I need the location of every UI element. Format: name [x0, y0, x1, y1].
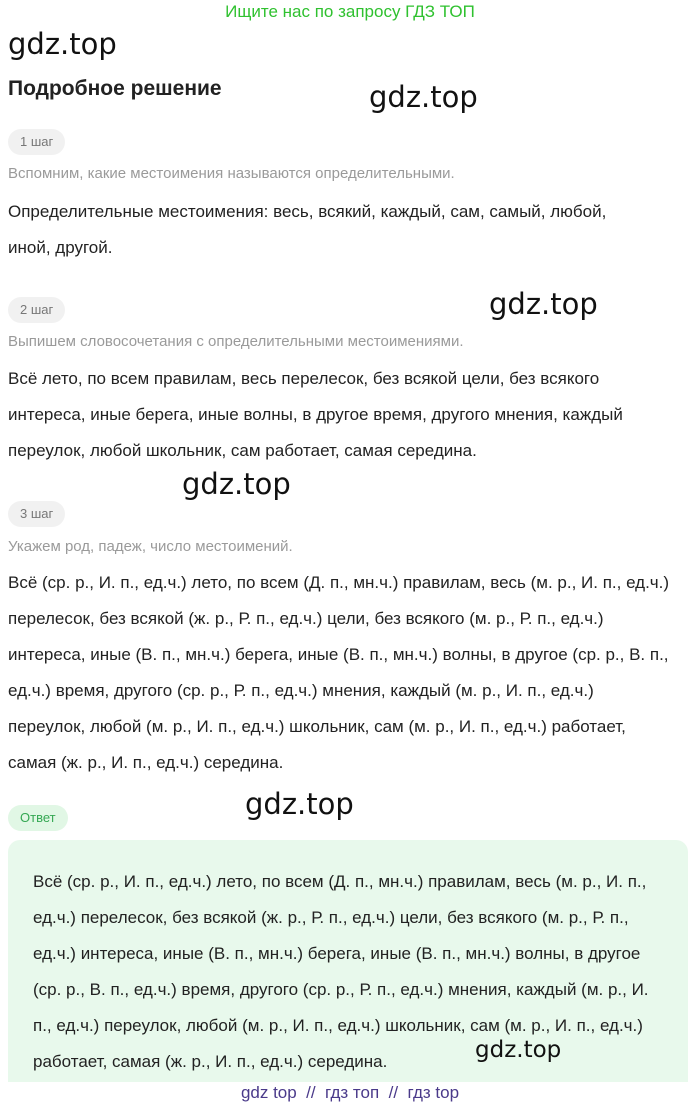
search-banner: Ищите нас по запросу ГДЗ ТОП — [225, 2, 475, 21]
watermark: gdz.top — [245, 787, 354, 821]
watermark: gdz.top — [489, 287, 598, 321]
watermark: gdz.top — [369, 80, 478, 114]
text-line: Всё (ср. р., И. п., ед.ч.) лето, по всем (Д. п., мн.ч.) правилам, весь (м. р., И. п., ед.ч.) — [8, 573, 670, 592]
step-text — [8, 565, 693, 781]
text-line: Всё лето, по всем правилам, весь перелесок, без всякой цели, без всякого — [8, 369, 600, 388]
text-line: п., ед.ч.) переулок, любой (м. р., И. п., ед.ч.) школьник, сам (м. р., И. п., ед.ч.) — [33, 1016, 643, 1035]
step-hint: Выпишем словосочетания с определительными местоимениями. — [8, 333, 464, 350]
text-line: Определительные местоимения: весь, всякий, каждый, сам, самый, любой, — [8, 202, 607, 221]
text-line: ед.ч.) перелесок, без всякой (ж. р., Р. п., ед.ч.) цели, без всякого (м. р., Р. п., — [33, 908, 629, 927]
text-line: Всё (ср. р., И. п., ед.ч.) лето, по всем (Д. п., мн.ч.) правилам, весь (м. р., И. п., — [33, 872, 647, 891]
text-line: интереса, иные (В. п., мн.ч.) берега, иные (В. п., мн.ч.) волны, в другое (ср. р., В. п., — [8, 645, 669, 664]
step-text — [8, 194, 693, 266]
watermark: gdz.top — [8, 27, 117, 61]
text-line: работает, самая (ж. р., И. п., ед.ч.) середина. — [33, 1052, 388, 1071]
answer-badge: Ответ — [8, 805, 68, 831]
watermark: gdz.top — [182, 467, 291, 501]
footer-links[interactable]: gdz top // гдз топ // гдз top — [240, 1083, 460, 1102]
step-hint: Вспомним, какие местоимения называются определительными. — [8, 165, 455, 182]
step-badge: 3 шаг — [8, 501, 65, 527]
watermark: gdz.top — [475, 1037, 562, 1063]
text-line: ед.ч.) интереса, иные (В. п., мн.ч.) берега, иные (В. п., мн.ч.) волны, в другое — [33, 944, 641, 963]
text-line: ед.ч.) время, другого (ср. р., Р. п., ед.ч.) мнения, каждый (м. р., И. п., ед.ч.) — [8, 681, 594, 700]
text-line: интереса, иные берега, иные волны, в другое время, другого мнения, каждый — [8, 405, 623, 424]
text-line: перелесок, без всякой (ж. р., Р. п., ед.ч.) цели, без всякого (м. р., Р. п., ед.ч.) — [8, 609, 604, 628]
step-badge: 1 шаг — [8, 129, 65, 155]
step-text — [8, 361, 693, 469]
step-hint: Укажем род, падеж, число местоимений. — [8, 538, 293, 555]
text-line: иной, другой. — [8, 238, 113, 257]
page-title: Подробное решение — [8, 77, 222, 100]
text-line: самая (ж. р., И. п., ед.ч.) середина. — [8, 753, 284, 772]
text-line: переулок, любой (м. р., И. п., ед.ч.) школьник, сам (м. р., И. п., ед.ч.) работает, — [8, 717, 626, 736]
text-line: (ср. р., В. п., ед.ч.) время, другого (ср. р., Р. п., ед.ч.) мнения, каждый (м. р., И. — [33, 980, 649, 999]
text-line: переулок, любой школьник, сам работает, самая середина. — [8, 441, 477, 460]
step-badge: 2 шаг — [8, 297, 65, 323]
